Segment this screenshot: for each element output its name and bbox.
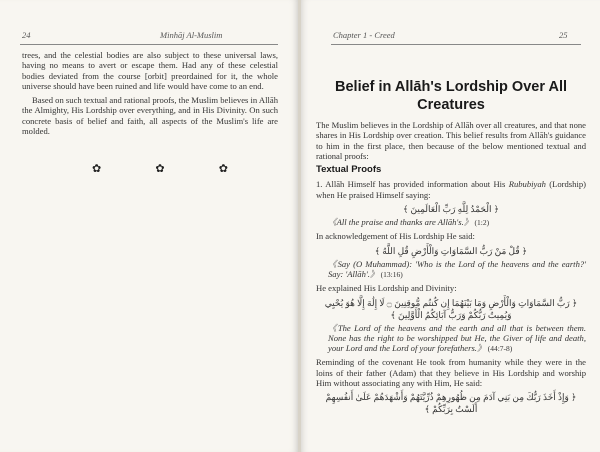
point-1-end: (Lordship) when He praised Himself saying: [316, 179, 586, 200]
right-header-rule [331, 44, 581, 45]
point-1-start: 1. Allāh Himself has provided information about His [316, 179, 506, 190]
point-1 [316, 179, 586, 200]
verse-reference-3: (44:7-8) [487, 344, 513, 354]
line-2: In acknowledgement of His Lordship He said: [316, 231, 475, 242]
intro-paragraph: The Muslim believes in the Lordship of Allāh over all creatures, and that none shares in His Lordship over creation. This belief results from Allāh's guidance to him in the first place, then because of the below mentioned textual and rational proofs: [316, 120, 586, 161]
chapter-title: Belief in Allāh's Lordship Over All Creatures [335, 79, 567, 113]
left-paragraph-2: Based on such textual and rational proofs, the Muslim believes in Allāh the Almighty, His Lordship over everything, and in His Divinity. On such concrete basis of belief and faith, all aspects of the Muslim's life are molded. [22, 95, 278, 137]
right-body-text [316, 120, 586, 417]
line-4: Reminding of the covenant He took from humanity while they were in the loins of their father (Adam) that they believe in His Lordship and worship Him without associating any with Him, He said: [316, 357, 586, 389]
left-paragraph-1: trees, and the celestial bodies are also subject to these universal laws, having no means to avert or escape them. Had any of these celestial bodies deviated from the course [orbit] preordained for it, the whole universe should have been ruined and life would have come to an end. [22, 50, 278, 91]
translation-3-text: 《The Lord of the heavens and the earth and all that is between them. None has the right to be worshipped but He, the Giver of life and death, your Lord and the Lord of your forefathers.》 [328, 322, 586, 354]
translation-3 [328, 323, 586, 355]
ornament-divider [92, 164, 228, 175]
section-heading: Textual Proofs [316, 164, 382, 176]
translation-1-text: 《All the praise and thanks are Allāh's.》 [328, 217, 473, 228]
translation-2-text: 《Say (O Muhammad): 'Who is the Lord of the heavens and the earth?' Say: 'Allāh'.》 [328, 258, 586, 279]
left-page [0, 0, 298, 452]
flower-ornament-icon: ✿ [218, 163, 228, 175]
translation-2 [328, 259, 586, 281]
left-running-header: Minhāj Al-Muslim [160, 30, 223, 40]
left-header-rule [20, 44, 278, 45]
translation-1 [328, 217, 586, 228]
point-1-term: Rububiyah [508, 179, 546, 190]
arabic-verse-1: ﴿ الْحَمْدُ لِلَّهِ رَبِّ الْعَالَمِينَ ﴾ [403, 204, 499, 215]
verse-reference-1: (1:2) [474, 218, 490, 228]
right-running-header: Chapter 1 - Creed [333, 30, 395, 40]
verse-reference-2: (13:16) [380, 269, 403, 279]
flower-ornament-icon: ✿ [155, 163, 165, 175]
line-3: He explained His Lordship and Divinity: [316, 283, 457, 294]
arabic-verse-4: ﴿ وَإِذْ أَخَذَ رَبُّكَ مِن بَنِي آدَمَ مِن ظُهُورِهِمْ ذُرِّيَّتَهُمْ وَأَشْهَدَهُمْ عَلَىٰ أَنفُسِهِمْ أَلَسْتُ بِرَبِّكُمْ ﴾ [325, 392, 577, 415]
flower-ornament-icon: ✿ [92, 163, 102, 175]
arabic-verse-2: ﴿ قُلْ مَنْ رَبُّ السَّمَاوَاتِ وَالْأَرْضِ قُلِ اللَّهُ ﴾ [374, 245, 528, 256]
right-page-number: 25 [559, 30, 568, 40]
left-body-text [22, 50, 278, 140]
left-page-number: 24 [22, 30, 31, 40]
arabic-verse-3: ﴿ رَبُّ السَّمَاوَاتِ وَالْأَرْضِ وَمَا بَيْنَهُمَا إِن كُنتُم مُّوقِنِينَ ۝ لَا إِلَٰهَ إِلَّا هُوَ يُحْيِي وَيُمِيتُ رَبُّكُمْ وَرَبُّ آبَائِكُمُ الْأَوَّلِينَ ﴾ [324, 297, 578, 320]
